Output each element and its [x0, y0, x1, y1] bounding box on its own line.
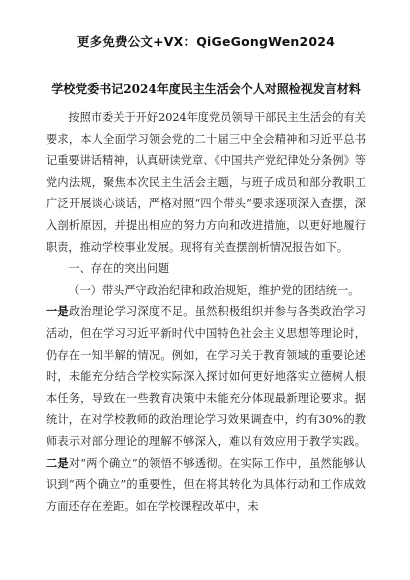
item-label-1: 一是 [46, 304, 69, 319]
item-label-2: 二是 [46, 455, 69, 470]
item-paragraph-1 [46, 301, 366, 517]
item-text-2: 对“两个确立”的领悟不够透彻。在实际工作中，虽然能够认识到“两个确立”的重要性，但在将其转化为具体行动和工作成效方面还存在差距。如在学校课程改革中，未 [46, 456, 366, 513]
document-title: 学校党委书记2024年度民主生活会个人对照检视发言材料 [51, 82, 361, 96]
intro-paragraph: 按照市委关于开好2024年度党员领导干部民主生活会的有关要求，本人全面学习领会党的二十届三中全会精神和习近平总书记重要讲话精神，认真研读党章、《中国共产党纪律处分条例》等党内法规，聚焦本次民主生活会主题，与班子成员和部分教职工广泛开展谈心谈话，严格对照“四个带头”要求逐项深入查摆，深入剖析原因，并提出相应的努力方向和改进措施，以更好地履行职责，推动学校事业发展。现将有关查摆剖析情况报告如下。 [46, 111, 366, 254]
section-heading-1: 一、存在的突出问题 [68, 262, 170, 276]
subsection-heading-1: （一）带头严守政治纪律和政治规矩，维护党的团结统一。 [68, 283, 360, 297]
item-text-1: 政治理论学习深度不足。虽然积极组织并参与各类政治学习活动，但在学习习近平新时代中国特色社会主义思想等理论时，仍存在一知半解的情况。例如，在学习关于教育领域的重要论述时，未能充分结合学校实际深入探讨如何更好地落实立德树人根本任务，导致在一些教育决策中未能充分体现最新理论要求。据统计，在对学校教师的政治理论学习效果调查中，约有30%的教师表示对部分理论的理解不够深入，难以有效应用于教学实践。 [46, 305, 366, 448]
watermark-header: 更多免费公文+VX：QiGeGongWen2024 [76, 34, 336, 49]
